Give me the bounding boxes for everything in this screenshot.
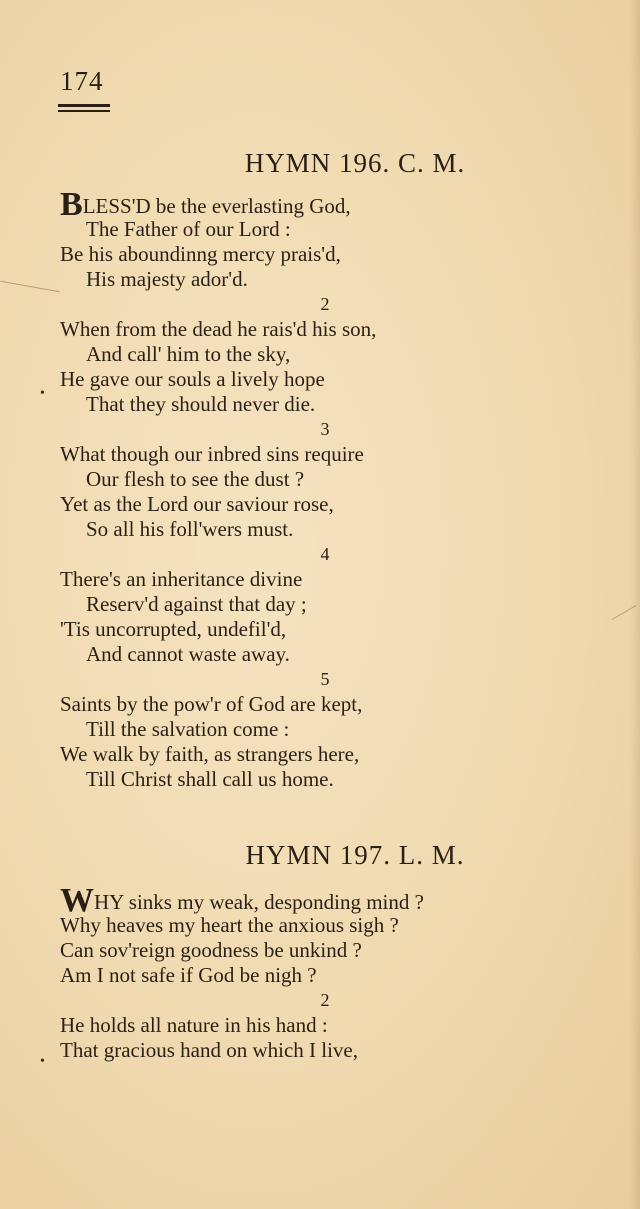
verse-line: So all his foll'wers must.: [86, 517, 294, 541]
stanza-number: 3: [320, 419, 330, 439]
verse-line: What though our inbred sins require: [60, 442, 364, 466]
verse-line: Saints by the pow'r of God are kept,: [60, 692, 363, 716]
margin-ink-mark-lower: •: [40, 1054, 45, 1069]
verse-line: He holds all nature in his hand :: [60, 1013, 328, 1037]
page-number: 174: [60, 66, 104, 96]
margin-ink-mark: •: [40, 386, 45, 401]
verse-line: There's an inheritance divine: [60, 567, 303, 591]
hymn-196-title: HYMN 196. C. M.: [244, 148, 466, 178]
verse-line: Am I not safe if God be nigh ?: [60, 963, 317, 987]
verse-line: His majesty ador'd.: [86, 267, 248, 291]
verse-line: Our flesh to see the dust ?: [86, 467, 305, 491]
drop-cap: B: [60, 186, 83, 223]
verse-line-rest: LESS'D be the everlasting God,: [82, 194, 351, 218]
verse-line-rest: HY sinks my weak, desponding mind ?: [94, 890, 424, 914]
verse-line-first: [0, 186, 640, 223]
verse-line: That they should never die.: [86, 392, 316, 416]
verse-line: He gave our souls a lively hope: [60, 367, 325, 391]
hymn-196-text: [0, 186, 640, 792]
verse-line: And call' him to the sky,: [86, 342, 291, 366]
verse-line: Till Christ shall call us home.: [86, 767, 334, 791]
verse-line-first: [0, 882, 640, 919]
verse-line: 'Tis uncorrupted, undefil'd,: [60, 617, 287, 641]
stanza-number: 5: [320, 669, 330, 689]
verse-line: Till the salvation come :: [86, 717, 290, 741]
verse-line: When from the dead he rais'd his son,: [60, 317, 377, 341]
hymn-197-text: [0, 882, 640, 1063]
header-rule-thick: [58, 104, 110, 107]
verse-line: The Father of our Lord :: [86, 217, 291, 241]
verse-line: And cannot waste away.: [86, 642, 290, 666]
verse-line: Reserv'd against that day ;: [86, 592, 307, 616]
stanza-number: 2: [320, 294, 330, 314]
drop-cap: W: [60, 882, 94, 919]
hymn-197-title: HYMN 197. L. M.: [245, 840, 465, 870]
verse-line: That gracious hand on which I live,: [60, 1038, 358, 1062]
verse-line: Be his aboundinng mercy prais'd,: [60, 242, 341, 266]
verse-line: We walk by faith, as strangers here,: [60, 742, 360, 766]
verse-line: Yet as the Lord our saviour rose,: [60, 492, 334, 516]
verse-line: Can sov'reign goodness be unkind ?: [60, 938, 362, 962]
stanza-number: 2: [320, 990, 330, 1010]
verse-line: Why heaves my heart the anxious sigh ?: [60, 913, 399, 937]
header-rule-thin: [58, 110, 110, 112]
stanza-number: 4: [320, 544, 330, 564]
